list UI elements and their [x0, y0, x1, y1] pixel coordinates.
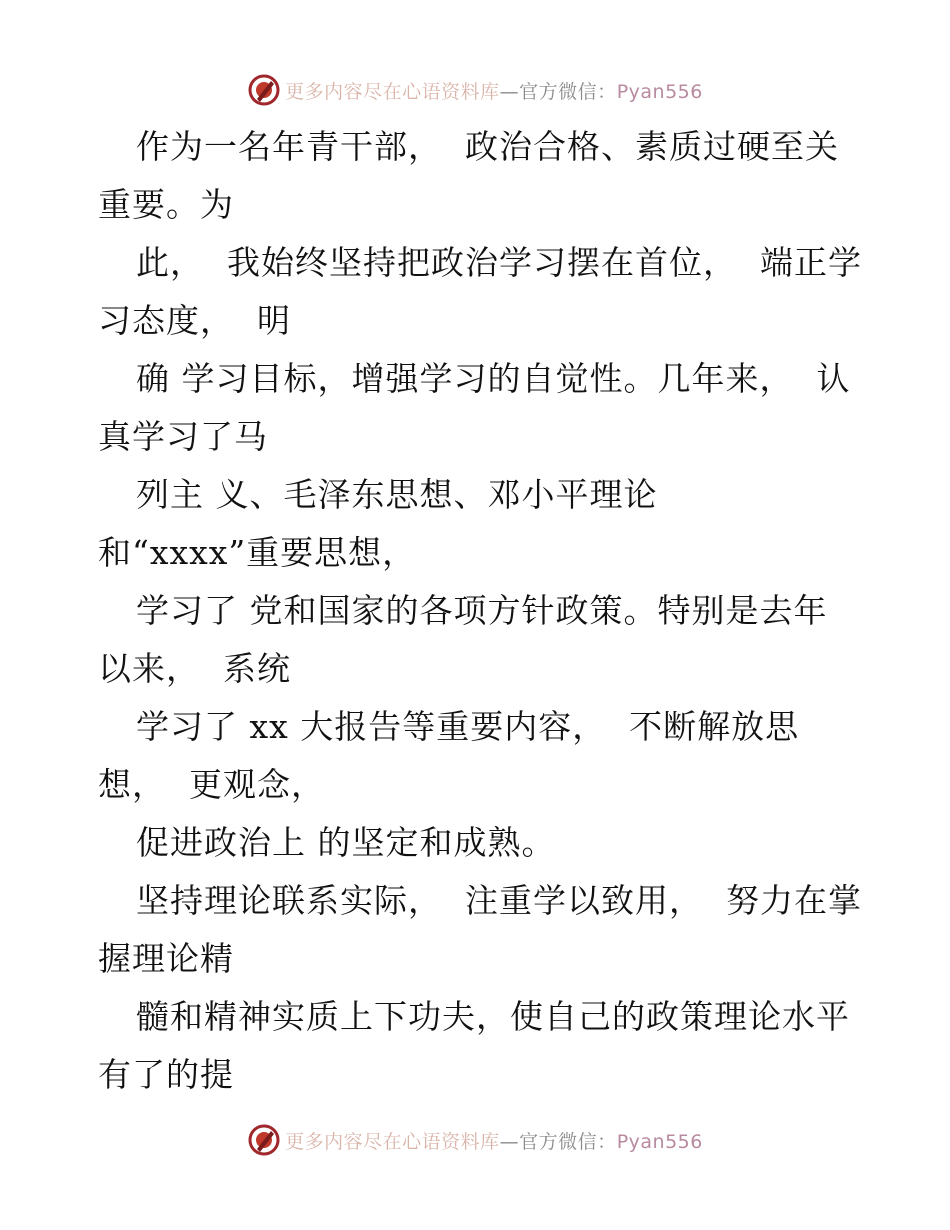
paragraph-1: 作为一名年青干部， 政治合格、素质过硬至关 重要。为	[98, 127, 839, 224]
paragraph-5: 学习了 党和国家的各项方针政策。特别是去年 以来， 系统	[98, 591, 828, 688]
watermark-text: 更多内容尽在心语资料库—官方微信：Pyan556	[285, 1130, 703, 1153]
pen-logo-icon	[247, 1123, 281, 1157]
footer-watermark	[0, 1122, 950, 1158]
paragraph-4: 列主 义、毛泽东思想、邓小平理论 和“xxxx”重要思想，	[98, 475, 658, 572]
paragraph-6: 学习了 xx 大报告等重要内容， 不断解放思 想， 更观念，	[98, 707, 800, 804]
paragraph-7: 促进政治上 的坚定和成熟。	[136, 823, 556, 862]
paragraph-2: 此， 我始终坚持把政治学习摆在首位， 端正学 习态度， 明	[98, 243, 862, 340]
paragraph-3: 确 学习目标，增强学习的自觉性。几年来， 认 真学习了马	[98, 359, 851, 456]
pen-logo-icon	[247, 73, 281, 107]
header-watermark	[0, 72, 950, 108]
watermark-text: 更多内容尽在心语资料库—官方微信：Pyan556	[285, 80, 703, 103]
paragraph-9: 髓和精神实质上下功夫，使自己的政策理论水平 有了的提	[98, 997, 850, 1094]
document-body	[98, 118, 862, 1104]
paragraph-8: 坚持理论联系实际， 注重学以致用， 努力在掌 握理论精	[98, 881, 862, 978]
